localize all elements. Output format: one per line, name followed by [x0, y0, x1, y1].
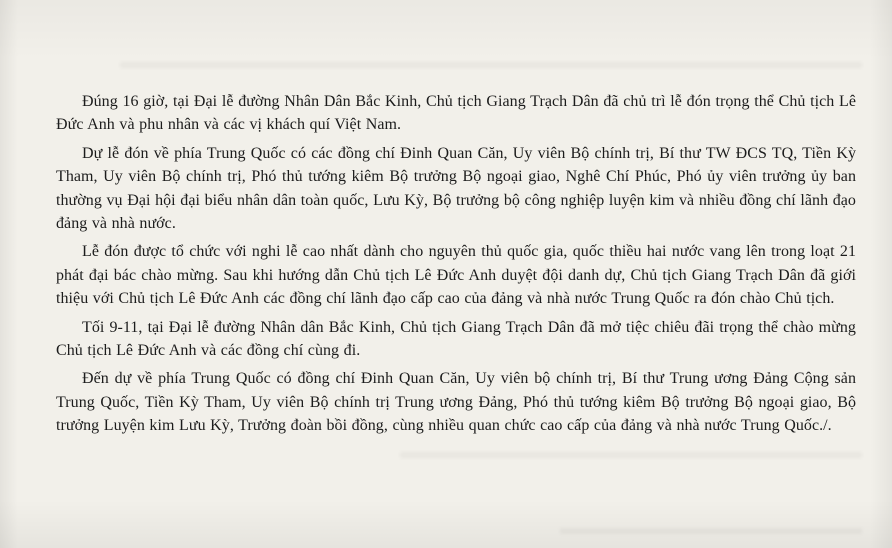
paragraph-banquet-attendees: Đến dự về phía Trung Quốc có đồng chí Đinh Quan Căn, Uy viên bộ chính trị, Bí thư Trung ương Đảng Cộng sản Trung Quốc, Tiền Kỳ Tham, Uy viên Bộ chính trị Trung ương Đảng, Phó thủ tướng kiêm Bộ trưởng Bộ ngoại giao, Bộ trưởng Luyện kim Lưu Kỳ, Trưởng đoàn bồi đồng, cùng nhiều quan chức cao cấp của đảng và nhà nước Trung Quốc./.	[56, 370, 856, 435]
paragraph-banquet: Tối 9-11, tại Đại lễ đường Nhân dân Bắc Kinh, Chủ tịch Giang Trạch Dân đã mở tiệc chiêu đãi trọng thể chào mừng Chủ tịch Lê Đức Anh và các đồng chí cùng đi.	[56, 318, 856, 360]
paragraph-ceremony-details: Lễ đón được tổ chức với nghi lễ cao nhất dành cho nguyên thủ quốc gia, quốc thiều hai nước vang lên trong loạt 21 phát đại bác chào mừng. Sau khi hướng dẫn Chủ tịch Lê Đức Anh duyệt đội danh dự, Chủ tịch Giang Trạch Dân đã giới thiệu với Chủ tịch Lê Đức Anh các đồng chí lãnh đạo cấp cao của đảng và nhà nước Trung Quốc ra đón chào Chủ tịch.	[56, 243, 856, 308]
bleed-through-line	[120, 62, 862, 68]
document-body	[56, 90, 856, 438]
bleed-through-line	[560, 528, 862, 534]
paragraph-chinese-attendees: Dự lễ đón về phía Trung Quốc có các đồng chí Đinh Quan Căn, Uy viên Bộ chính trị, Bí thư TW ĐCS TQ, Tiền Kỳ Tham, Uy viên Bộ chính trị, Phó thủ tướng kiêm Bộ trưởng Bộ ngoại giao, Nghê Chí Phúc, Phó ủy viên trưởng ủy ban thường vụ Đại hội đại biểu nhân dân toàn quốc, Lưu Kỳ, Bộ trưởng bộ công nghiệp luyện kim và nhiều đồng chí lãnh đạo đảng và nhà nước.	[56, 144, 856, 233]
paragraph-welcome-ceremony: Đúng 16 giờ, tại Đại lễ đường Nhân Dân Bắc Kinh, Chủ tịch Giang Trạch Dân đã chủ trì lễ đón trọng thể Chủ tịch Lê Đức Anh và phu nhân và các vị khách quí Việt Nam.	[56, 93, 856, 134]
bleed-through-line	[400, 452, 862, 458]
